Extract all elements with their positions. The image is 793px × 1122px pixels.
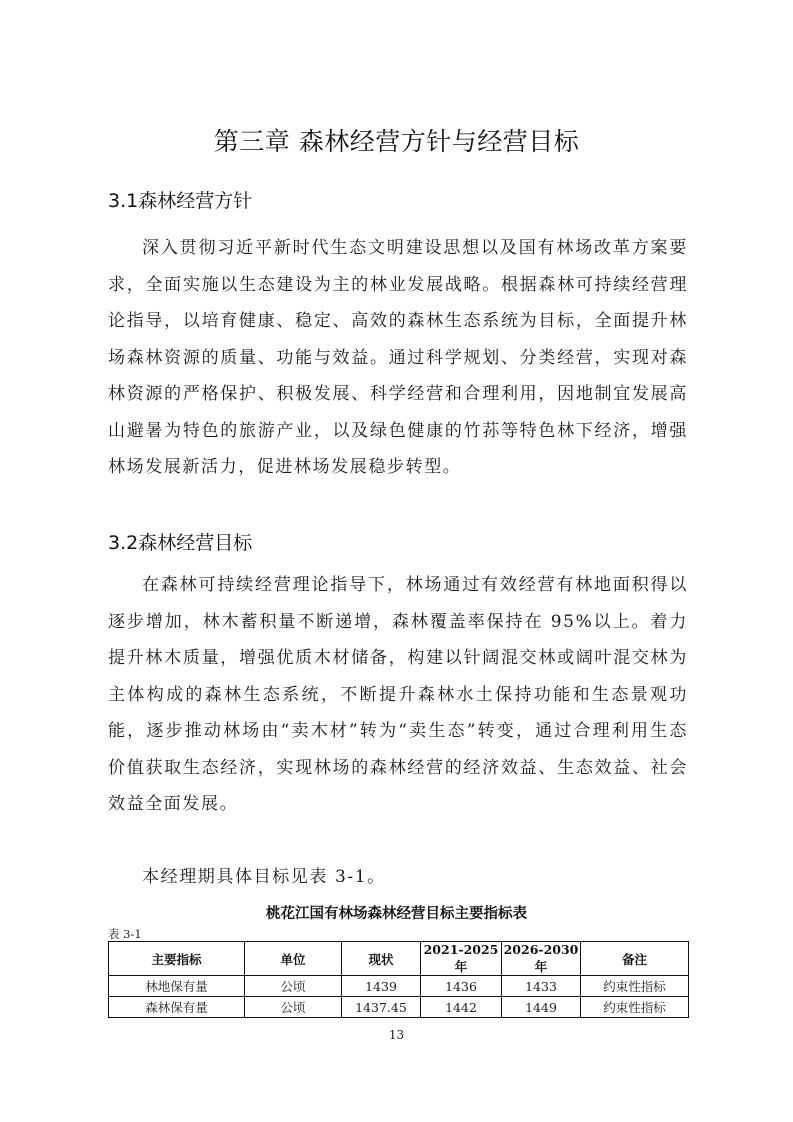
table-row	[109, 976, 689, 997]
header-indicator: 主要指标	[109, 942, 245, 976]
section-heading-3-2: 3.2森林经营目标	[108, 532, 253, 554]
page-number: 13	[388, 1028, 405, 1042]
header-current: 现状	[342, 942, 421, 976]
header-2021-2025: 2021-2025 年	[421, 942, 502, 976]
cell-2021-2025: 1442	[421, 997, 502, 1018]
cell-remarks: 约束性指标	[581, 997, 689, 1018]
table-title: 桃花江国有林场森林经营目标主要指标表	[266, 906, 527, 922]
cell-unit: 公顷	[245, 976, 342, 997]
cell-2021-2025: 1436	[421, 976, 502, 997]
cell-current: 1437.45	[342, 997, 421, 1018]
table-label: 表 3-1	[108, 927, 142, 941]
header-unit: 单位	[245, 942, 342, 976]
cell-indicator: 林地保有量	[109, 976, 245, 997]
paragraph-table-reference: 本经理期具体目标见表 3-1。	[142, 867, 386, 887]
targets-table	[108, 941, 689, 1018]
cell-unit: 公顷	[245, 997, 342, 1018]
cell-current: 1439	[342, 976, 421, 997]
cell-indicator: 森林保有量	[109, 997, 245, 1018]
cell-remarks: 约束性指标	[581, 976, 689, 997]
cell-2026-2030: 1449	[502, 997, 581, 1018]
table-header-row	[109, 942, 689, 976]
paragraph-management-goals: 在森林可持续经营理论指导下，林场通过有效经营有林地面积得以逐步增加，林木蓄积量不断递增，森林覆盖率保持在 95%以上。着力提升林木质量，增强优质木材储备，构建以针阔混交林或阔叶混交林为主体构成的森林生态系统，不断提升森林水土保持功能和生态景观功能，逐步推动林场由“卖木材”转为“卖生态”转变，通过合理利用生态价值获取生态经济，实现林场的森林经营的经济效益、生态效益、社会效益全面发展。	[108, 575, 688, 814]
chapter-title: 第三章 森林经营方针与经营目标	[213, 127, 580, 156]
paragraph-management-policy: 深入贯彻习近平新时代生态文明建设思想以及国有林场改革方案要求，全面实施以生态建设为主的林业发展战略。根据森林可持续经营理论指导，以培育健康、稳定、高效的森林生态系统为目标，全面提升林场森林资源的质量、功能与效益。通过科学规划、分类经营，实现对森林资源的严格保护、积极发展、科学经营和合理利用，因地制宜发展高山避暑为特色的旅游产业，以及绿色健康的竹荪等特色林下经济，增强林场发展新活力，促进林场发展稳步转型。	[108, 238, 688, 477]
table-row	[109, 997, 689, 1018]
section-heading-3-1: 3.1森林经营方针	[108, 190, 253, 212]
header-2026-2030: 2026-2030 年	[502, 942, 581, 976]
cell-2026-2030: 1433	[502, 976, 581, 997]
header-remarks: 备注	[581, 942, 689, 976]
